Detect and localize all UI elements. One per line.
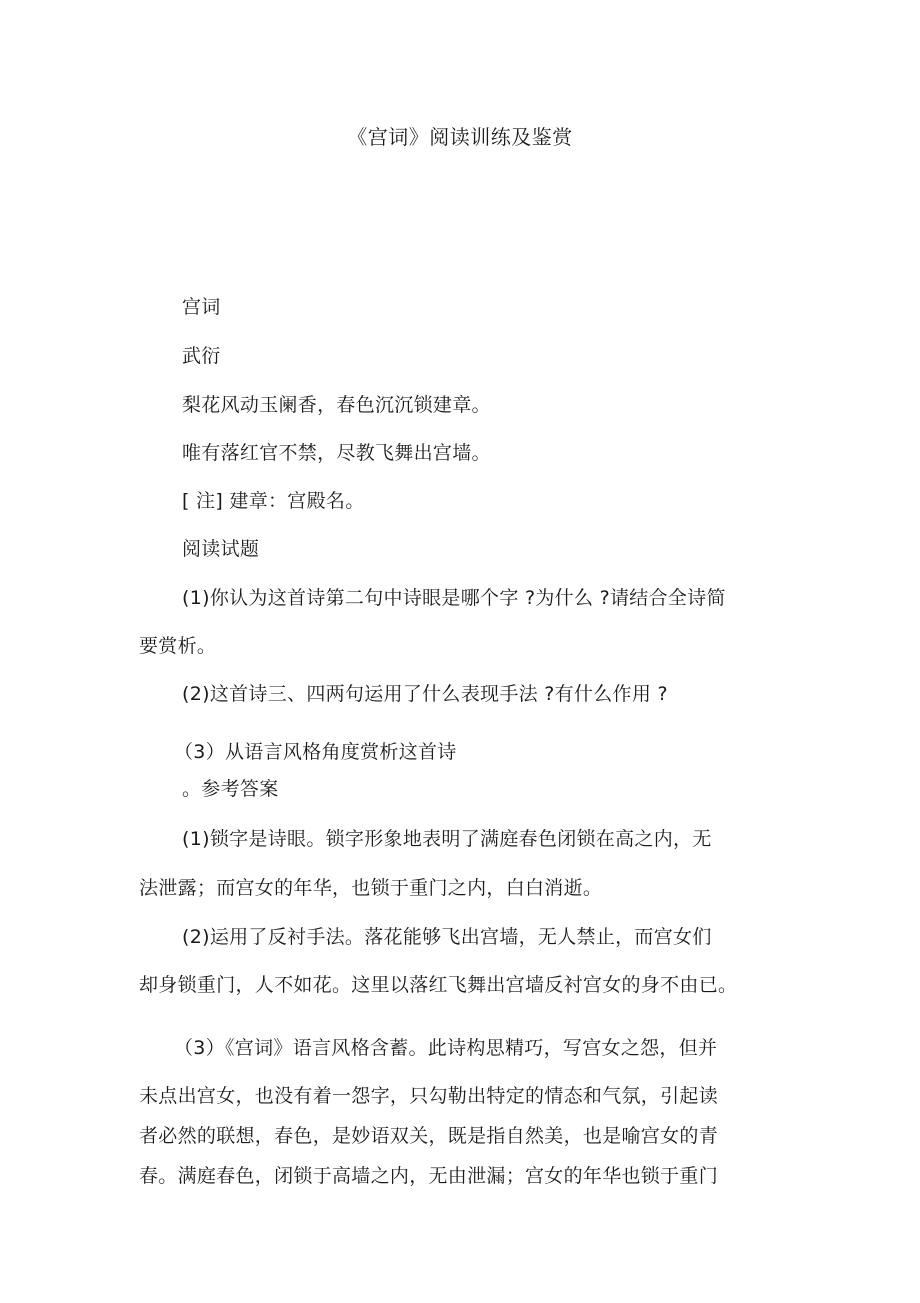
poem-title: 宫词 <box>182 296 221 318</box>
question-3: （3）从语言风格角度赏析这首诗 <box>174 741 457 763</box>
questions-heading: 阅读试题 <box>182 538 260 560</box>
answer-2-line-1: (2)运用了反衬手法。落花能够飞出宫墙，无人禁止，而宫女们 <box>182 926 712 948</box>
poem-line-2: 唯有落红官不禁，尽教飞舞出宫墙。 <box>182 442 491 464</box>
question-1-line-1: (1)你认为这首诗第二句中诗眼是哪个字 ?为什么 ?请结合全诗简 <box>182 587 726 609</box>
question-1-line-2: 要赏析。 <box>139 635 217 657</box>
question-2: (2)这首诗三、四两句运用了什么表现手法 ?有什么作用 ? <box>182 683 668 705</box>
answers-heading: 。参考答案 <box>182 778 279 800</box>
poem-note: [ 注] 建章：宫殿名。 <box>182 490 365 512</box>
answer-1-line-2: 法泄露；而宫女的年华，也锁于重门之内，白白消逝。 <box>139 877 603 899</box>
answer-3-line-1: （3）《宫词》语言风格含蓄。此诗构思精巧，写宫女之怨，但并 <box>174 1037 718 1059</box>
answer-1-line-1: (1)锁字是诗眼。锁字形象地表明了满庭春色闭锁在高之内，无 <box>182 828 712 850</box>
answer-3-line-3: 者必然的联想，春色，是妙语双关，既是指自然美，也是喻宫女的青 <box>139 1125 719 1147</box>
document-title: 《宫词》阅读训练及鉴赏 <box>347 125 573 149</box>
poem-line-1: 梨花风动玉阑香，春色沉沉锁建章。 <box>182 394 491 416</box>
answer-3-line-4: 春。满庭春色，闭锁于高墙之内，无由泄漏；宫女的年华也锁于重门 <box>139 1165 719 1187</box>
poem-author: 武衍 <box>182 345 221 367</box>
answer-2-line-2: 却身锁重门，人不如花。这里以落红飞舞出宫墙反衬宫女的身不由已。 <box>139 974 738 996</box>
answer-3-line-2: 未点出宫女，也没有着一怨字，只勾勒出特定的情态和气氛，引起读 <box>139 1085 719 1107</box>
